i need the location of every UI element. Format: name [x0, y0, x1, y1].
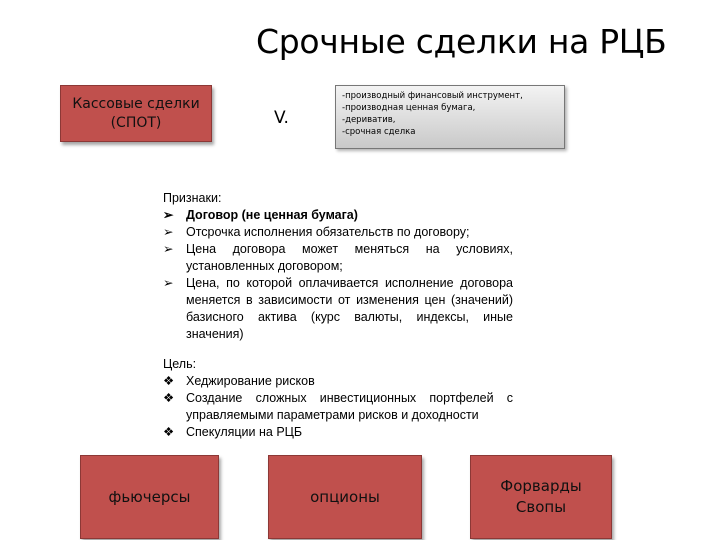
futures-label: фьючерсы [108, 487, 191, 506]
forwards-label: Форварды [500, 477, 582, 495]
goal-item [163, 390, 513, 424]
definitions-box [335, 85, 565, 149]
diamond-bullet-icon: ❖ [163, 374, 175, 388]
goals-heading: Цель: [163, 357, 197, 371]
options-label: опционы [310, 487, 380, 506]
diamond-bullet-icon: ❖ [163, 425, 175, 439]
goal-text: Создание сложных инвестиционных портфелей с управляемыми параметрами рисков и доходности [186, 391, 513, 422]
arrow-bullet-icon: ➢ [163, 208, 174, 222]
definition-item: -производная ценная бумага, [342, 103, 476, 113]
sign-text: Договор (не ценная бумага) [186, 208, 358, 222]
goal-text: Хеджирование рисков [186, 374, 315, 388]
forwards-swaps-box [470, 455, 612, 539]
spot-deals-label: Кассовые сделки [72, 95, 200, 112]
definition-item: -производный финансовый инструмент, [342, 91, 523, 101]
arrow-bullet-icon: ➢ [163, 225, 174, 239]
arrow-bullet-icon: ➢ [163, 242, 174, 256]
goal-item [163, 373, 513, 390]
definition-item: -дериватив, [342, 115, 396, 125]
definition-item: -срочная сделка [342, 127, 416, 137]
spot-deals-abbrev: (СПОТ) [110, 114, 162, 131]
futures-box [80, 455, 219, 539]
sign-text: Отсрочка исполнения обязательств по договору; [186, 225, 470, 239]
swaps-label: Свопы [515, 498, 567, 516]
spot-deals-box [60, 85, 212, 142]
slide-title: Срочные сделки на РЦБ [256, 22, 667, 61]
arrow-bullet-icon: ➢ [163, 276, 174, 290]
goals-section [163, 356, 513, 441]
versus-label: V. [274, 108, 289, 128]
diamond-bullet-icon: ❖ [163, 391, 175, 405]
signs-heading: Признаки: [163, 191, 222, 205]
sign-item [163, 207, 513, 224]
sign-text: Цена, по которой оплачивается исполнение договора меняется в зависимости от изменения цен (значений) базисного актива (курс валюты, индексы, иные значения) [186, 276, 513, 341]
sign-item [163, 224, 513, 241]
sign-text: Цена договора может меняться на условиях, установленных договором; [186, 242, 513, 273]
sign-item [163, 275, 513, 343]
options-box [268, 455, 422, 539]
goal-text: Спекуляции на РЦБ [186, 425, 303, 439]
goal-item [163, 424, 513, 441]
signs-section [163, 190, 513, 343]
sign-item [163, 241, 513, 275]
